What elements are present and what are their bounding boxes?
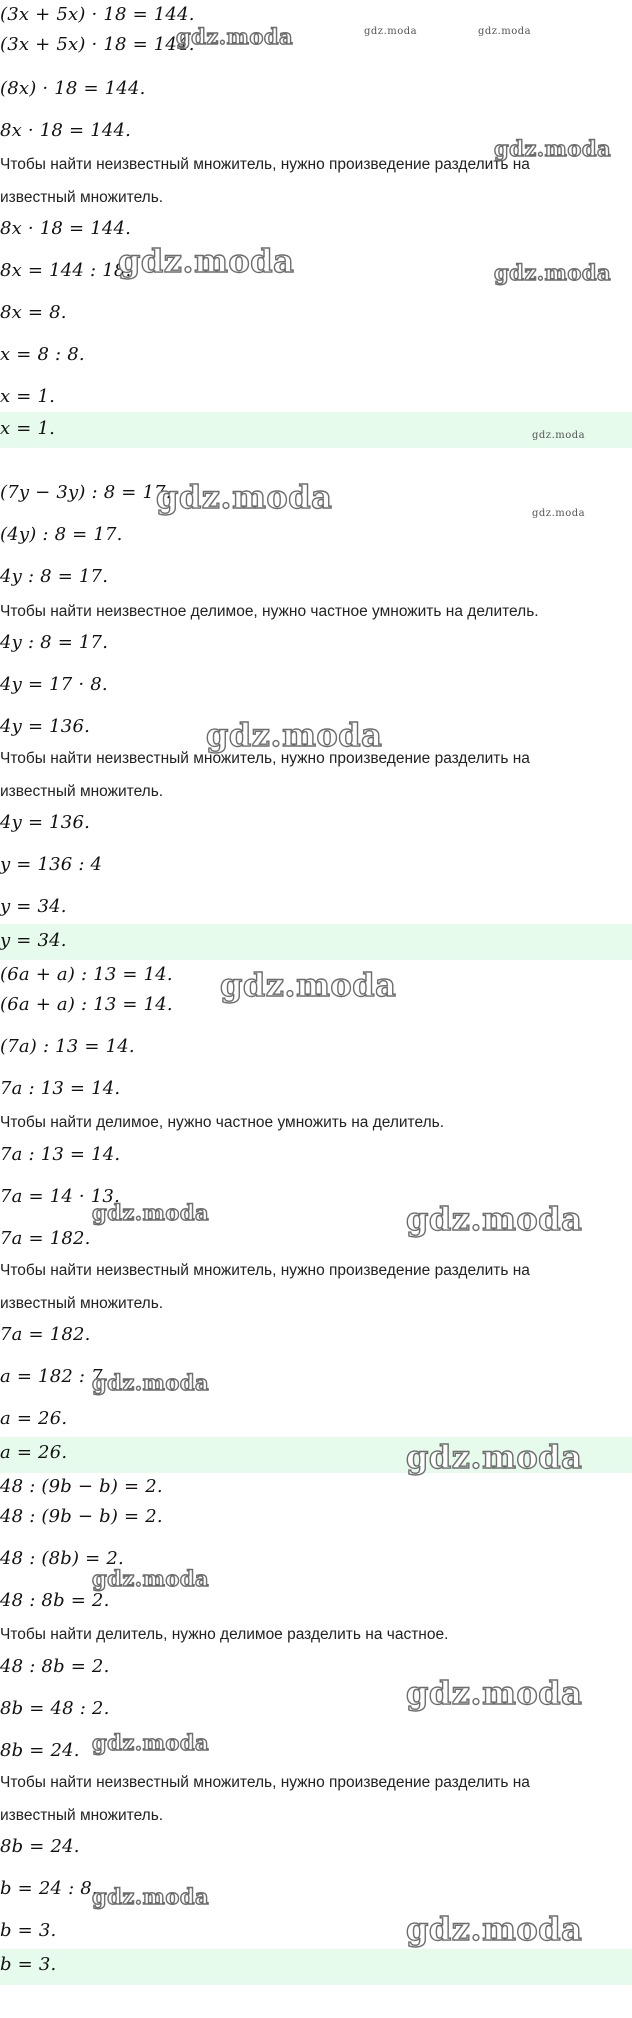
rule-text: известный множитель. (0, 783, 164, 800)
watermark: gdz.moda (92, 1730, 210, 1755)
math-line: 48 : 8b = 2. (0, 1656, 110, 1677)
math-line: (7a) : 13 = 14. (0, 1036, 135, 1057)
math-line: 4y : 8 = 17. (0, 632, 109, 653)
watermark: gdz.moda (478, 26, 532, 37)
watermark: gdz.moda (156, 478, 333, 516)
math-line: (6a + a) : 13 = 14. (0, 964, 173, 985)
rule-text: известный множитель. (0, 189, 164, 206)
math-line: 7a : 13 = 14. (0, 1078, 121, 1099)
watermark: gdz.moda (220, 966, 397, 1004)
watermark: gdz.moda (92, 1370, 210, 1395)
math-line: y = 136 : 4 (0, 854, 103, 875)
rule-text: Чтобы найти неизвестное делимое, нужно частное умножить на делитель. (0, 603, 539, 620)
watermark: gdz.moda (406, 1438, 583, 1476)
watermark: gdz.moda (118, 242, 295, 280)
math-line: 4y = 136. (0, 812, 91, 833)
watermark: gdz.moda (364, 26, 418, 37)
math-line: 7a = 14 · 13. (0, 1186, 121, 1207)
watermark: gdz.moda (92, 1884, 210, 1909)
math-line: (6a + a) : 13 = 14. (0, 994, 173, 1015)
watermark: gdz.moda (406, 1674, 583, 1712)
watermark: gdz.moda (494, 136, 612, 161)
math-line: x = 1. (0, 386, 56, 407)
math-line: 8x · 18 = 144. (0, 218, 132, 239)
answer-line: y = 34. (0, 930, 67, 951)
math-line: 4y = 17 · 8. (0, 674, 108, 695)
math-line: 7a : 13 = 14. (0, 1144, 121, 1165)
math-line: (4y) : 8 = 17. (0, 524, 123, 545)
watermark: gdz.moda (494, 260, 612, 285)
math-line: 8x = 144 : 18. (0, 260, 132, 281)
math-line: x = 8 : 8. (0, 344, 85, 365)
math-line: (7y − 3y) : 8 = 17. (0, 482, 172, 503)
math-line: (8x) · 18 = 144. (0, 78, 146, 99)
answer-highlight (0, 924, 632, 960)
rule-text: Чтобы найти неизвестный множитель, нужно произведение разделить на (0, 156, 530, 173)
math-line: 7a = 182. (0, 1324, 91, 1345)
watermark: gdz.moda (406, 1200, 583, 1238)
math-line: 8b = 24. (0, 1740, 80, 1761)
answer-line: a = 26. (0, 1442, 68, 1463)
math-line: (3x + 5x) · 18 = 144. (0, 34, 195, 55)
math-line: 48 : (9b − b) = 2. (0, 1506, 163, 1527)
math-line: 8x = 8. (0, 302, 67, 323)
math-line: 48 : (9b − b) = 2. (0, 1476, 163, 1497)
watermark: gdz.moda (176, 24, 294, 49)
answer-line: b = 3. (0, 1954, 57, 1975)
math-line: 4y = 136. (0, 716, 91, 737)
watermark: gdz.moda (406, 1910, 583, 1948)
math-line: 7a = 182. (0, 1228, 91, 1249)
math-line: (3x + 5x) · 18 = 144. (0, 4, 195, 25)
watermark: gdz.moda (206, 716, 383, 754)
math-line: b = 24 : 8. (0, 1878, 98, 1899)
rule-text: Чтобы найти неизвестный множитель, нужно произведение разделить на (0, 750, 530, 767)
math-line: a = 26. (0, 1408, 68, 1429)
watermark: gdz.moda (532, 508, 586, 519)
math-line: y = 34. (0, 896, 67, 917)
answer-highlight (0, 1949, 632, 1985)
math-line: b = 3. (0, 1920, 57, 1941)
rule-text: известный множитель. (0, 1295, 164, 1312)
rule-text: Чтобы найти делимое, нужно частное умножить на делитель. (0, 1114, 444, 1131)
watermark: gdz.moda (532, 430, 586, 441)
rule-text: Чтобы найти неизвестный множитель, нужно произведение разделить на (0, 1774, 530, 1791)
watermark: gdz.moda (92, 1200, 210, 1225)
math-line: 4y : 8 = 17. (0, 566, 109, 587)
math-line: 48 : (8b) = 2. (0, 1548, 124, 1569)
math-line: 8b = 48 : 2. (0, 1698, 110, 1719)
math-line: 8b = 24. (0, 1836, 80, 1857)
math-line: a = 182 : 7 (0, 1366, 103, 1387)
rule-text: известный множитель. (0, 1807, 164, 1824)
rule-text: Чтобы найти неизвестный множитель, нужно произведение разделить на (0, 1262, 530, 1279)
math-line: 8x · 18 = 144. (0, 120, 132, 141)
rule-text: Чтобы найти делитель, нужно делимое разделить на частное. (0, 1626, 449, 1643)
math-line: 48 : 8b = 2. (0, 1590, 110, 1611)
watermark: gdz.moda (92, 1566, 210, 1591)
answer-line: x = 1. (0, 418, 56, 439)
